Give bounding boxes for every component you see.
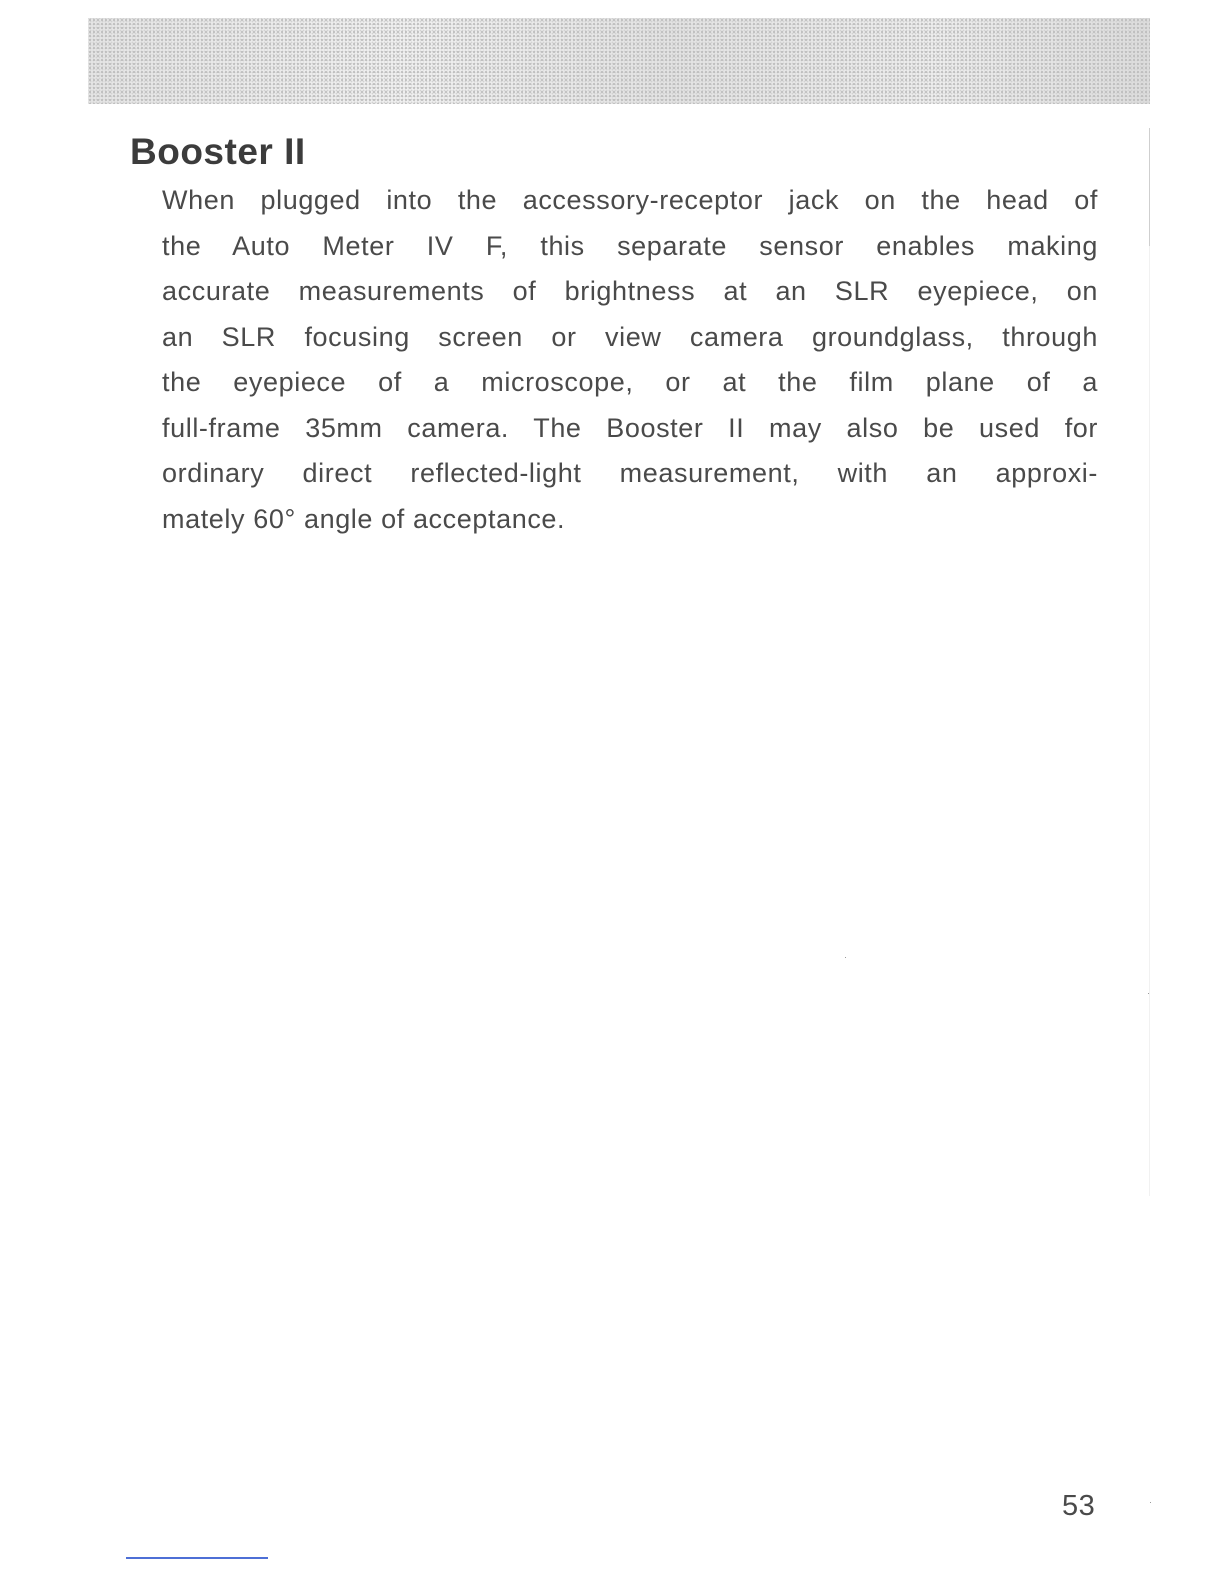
margin-rule [1149, 128, 1150, 246]
margin-rule-faint [1149, 246, 1150, 1196]
scan-speck [1148, 993, 1149, 994]
footer-rule [126, 1557, 268, 1559]
scan-speck [1150, 1502, 1151, 1503]
body-line: accurate measurements of brightness at an SLR eyepiece, on [162, 276, 1098, 306]
body-line: the eyepiece of a microscope, or at the film plane of a [162, 367, 1098, 397]
body-line: the Auto Meter IV F, this separate sensor enables making [162, 230, 1098, 261]
body-line: full-frame 35mm camera. The Booster II may also be used for [162, 412, 1098, 443]
body-line: an SLR focusing screen or view camera groundglass, through [162, 321, 1098, 352]
section-title: Booster II [130, 131, 306, 172]
body-paragraph [162, 178, 1098, 542]
page-number: 53 [1062, 1490, 1096, 1522]
body-line: mately 60° angle of acceptance. [162, 503, 566, 534]
header-band [88, 18, 1150, 104]
body-line: When plugged into the accessory-receptor jack on the head of [162, 185, 1098, 215]
body-line: ordinary direct reflected-light measurement, with an approxi- [162, 458, 1098, 488]
scan-speck [845, 957, 846, 958]
